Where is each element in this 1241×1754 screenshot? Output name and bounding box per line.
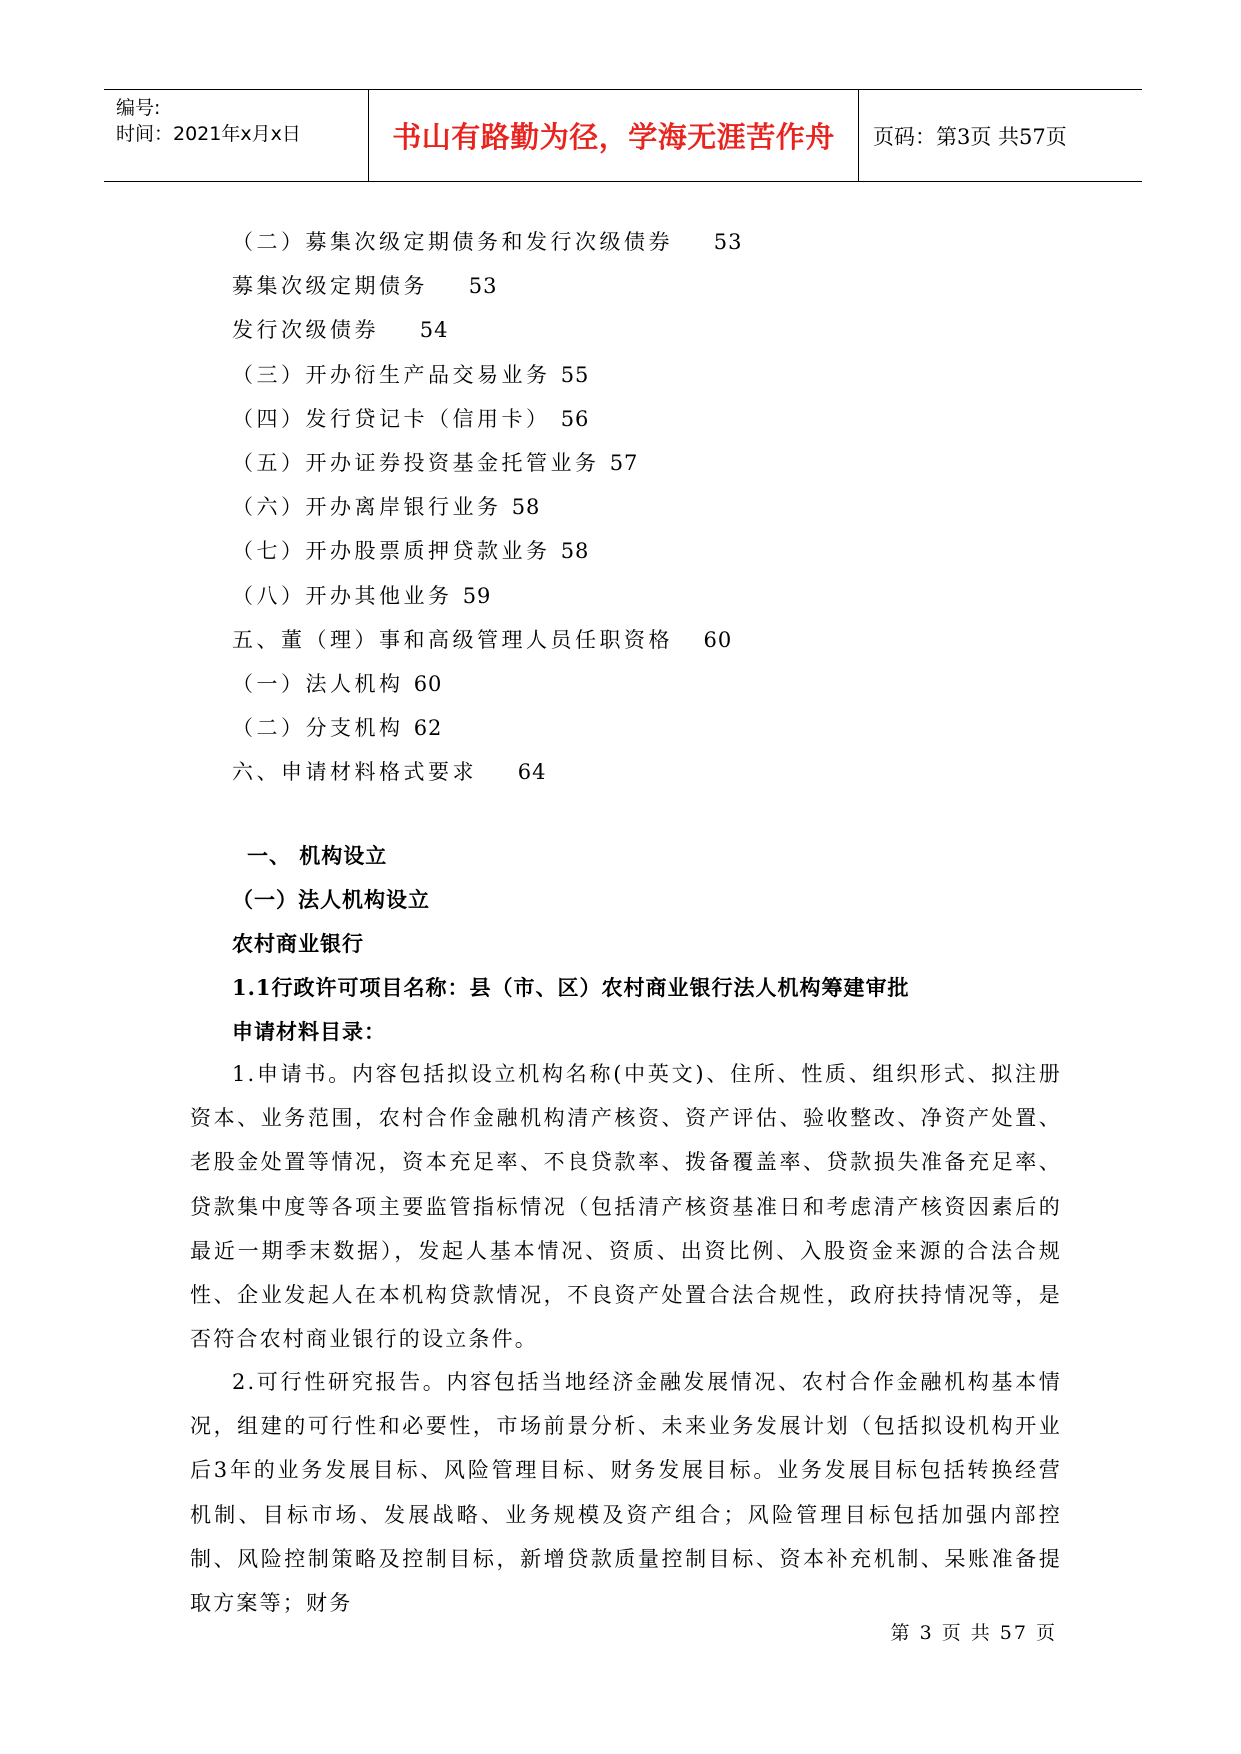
toc-entry[interactable]: 发行次级债券 54 <box>232 318 449 343</box>
toc-entry[interactable]: （四）发行贷记卡（信用卡） 56 <box>232 406 590 431</box>
item-title: 1.1行政许可项目名称：县（市、区）农村商业银行法人机构筹建审批 <box>232 975 910 1000</box>
header-motto: 书山有路勤为径，学海无涯苦作舟 <box>369 90 859 181</box>
materials-title: 申请材料目录： <box>232 1020 386 1044</box>
body-paragraph: 2.可行性研究报告。内容包括当地经济金融发展情况、农村合作金融机构基本情况，组建的可行性和必要性，市场前景分析、未来业务发展计划（包括拟设机构开业后3年的业务发展目标、风险管理目标、财务发展目标。业务发展目标包括转换经营机制、目标市场、发展战略、业务规模及资产组合；风险管理目标包括加强内部控制、风险控制策略及控制目标，新增贷款质量控制目标、资本补充机制、呆账准备提取方案等；财务 <box>190 1370 1062 1616</box>
toc-entry[interactable]: （二）分支机构 62 <box>232 716 443 741</box>
toc-entry[interactable]: （一）法人机构 60 <box>232 671 443 696</box>
section-heading-3: 农村商业银行 <box>232 932 364 956</box>
section-heading-1: 一、 机构设立 <box>247 844 388 868</box>
toc-entry[interactable]: （七）开办股票质押贷款业务 58 <box>232 539 590 564</box>
toc-entry[interactable]: 五、董（理）事和高级管理人员任职资格 60 <box>232 627 733 652</box>
toc-entry[interactable]: 募集次级定期债务 53 <box>232 274 498 299</box>
toc-entry[interactable]: （六）开办离岸银行业务 58 <box>232 495 541 520</box>
section-heading-2: （一）法人机构设立 <box>232 888 430 912</box>
page-header <box>104 89 1142 182</box>
body-paragraph: 1.申请书。内容包括拟设立机构名称(中英文)、住所、性质、组织形式、拟注册资本、业务范围，农村合作金融机构清产核资、资产评估、验收整改、净资产处置、老股金处置等情况，资本充足率、不良贷款率、拨备覆盖率、贷款损失准备充足率、贷款集中度等各项主要监管指标情况（包括清产核资基准日和考虑清产核资因素后的最近一期季末数据），发起人基本情况、资质、出资比例、入股资金来源的合法合规性、企业发起人在本机构贷款情况，不良资产处置合法合规性，政府扶持情况等，是否符合农村商业银行的设立条件。 <box>190 1062 1062 1352</box>
document-time-label: 时间：2021年x月x日 <box>116 123 301 145</box>
toc-entry[interactable]: （八）开办其他业务 59 <box>232 583 492 608</box>
toc-entry[interactable]: （五）开办证券投资基金托管业务 57 <box>232 450 639 475</box>
page-footer: 第 3 页 共 57 页 <box>890 1622 1057 1644</box>
toc-entry[interactable]: （二）募集次级定期债务和发行次级债券 53 <box>232 230 743 254</box>
table-of-contents <box>232 220 742 794</box>
header-meta <box>104 90 369 181</box>
document-number-label: 编号: <box>116 97 161 119</box>
toc-entry[interactable]: 六、申请材料格式要求 64 <box>232 760 547 785</box>
header-page-info: 页码：第3页 共57页 <box>873 124 1067 149</box>
toc-entry[interactable]: （三）开办衍生产品交易业务 55 <box>232 362 590 387</box>
